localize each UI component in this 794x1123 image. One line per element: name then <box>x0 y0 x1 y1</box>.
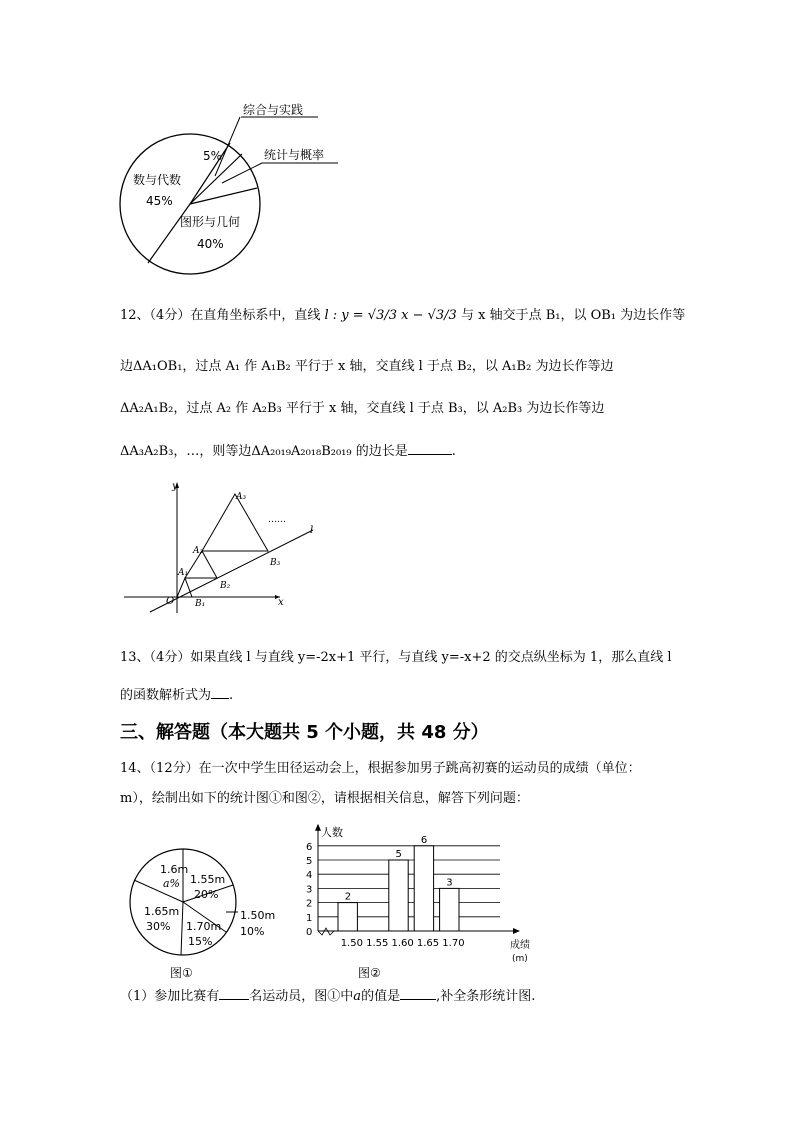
label-shuyu: 数与代数 <box>133 173 182 187</box>
pie-chart-curriculum <box>110 95 360 275</box>
pie2-caption: 图① <box>170 966 193 980</box>
q12-end: . <box>451 444 456 459</box>
q12-line4-text: ΔA₃A₂B₃，…，则等边ΔA₂₀₁₉A₂₀₁₈B₂₀₁₉ 的边长是 <box>120 444 408 459</box>
q14-sub1 <box>120 987 535 1007</box>
q13-line2 <box>120 686 233 706</box>
q14-sub1-text-a: （1）参加比赛有 <box>120 989 220 1004</box>
q14-line2: m），绘制出如下的统计图①和图②，请根据相关信息，解答下列问题： <box>120 791 529 806</box>
label-B1: B₁ <box>195 599 206 609</box>
x-axis-arrow <box>513 928 520 934</box>
label-zonghe: 综合与实践 <box>243 103 304 117</box>
y-tick-label: 3 <box>306 884 313 896</box>
y-tick-label: 0 <box>306 927 313 938</box>
q12-line3: ΔA₂A₁B₂，过点 A₂ 作 A₂B₃ 平行于 x 轴，交直线 l 于点 B₃，以 A₂B₃ 为边长作等边 <box>120 401 605 416</box>
q14-sub1-var: a <box>353 989 362 1004</box>
label-dots: …… <box>268 515 286 525</box>
y-tick-label: 2 <box>306 898 313 910</box>
pie2-label-170: 1.70m <box>186 920 222 933</box>
x-axis-unit: (m) <box>512 954 528 964</box>
pie2-pct-150: 10% <box>240 925 265 938</box>
pie-divider <box>190 188 257 204</box>
y-tick-label: 1 <box>306 912 313 924</box>
x-tick-label: 1.55 <box>366 938 389 949</box>
answer-blank[interactable] <box>211 686 229 699</box>
bar-1.65 <box>414 846 433 931</box>
label-A3: A₃ <box>236 492 247 502</box>
x-tick-label: 1.50 <box>340 938 363 949</box>
answer-blank[interactable] <box>219 987 249 1000</box>
x-axis-title: 成绩 <box>510 940 530 951</box>
label-pct40: 40% <box>197 237 224 251</box>
q12-equation: l : y = √3/3 x − √3/3 <box>324 308 457 323</box>
q12-text-a: 在直角坐标系中，直线 <box>190 308 321 323</box>
q12-line1 <box>120 306 685 326</box>
q12-line4 <box>120 442 456 462</box>
label-O: O <box>166 596 175 607</box>
x-tick-label: 1.65 <box>416 938 440 949</box>
bar-value-label: 6 <box>420 834 428 846</box>
y-axis-title: 人数 <box>321 825 343 839</box>
bar-1.50 <box>338 903 357 931</box>
bar-chart-caption: 图② <box>358 966 381 980</box>
x-tick-label: 1.60 <box>391 938 414 949</box>
pie2-pct-170: 15% <box>188 935 213 948</box>
pie2-pct-155: 20% <box>194 888 219 901</box>
y-tick-label: 5 <box>306 856 313 867</box>
line-l <box>150 530 313 612</box>
pie2-label-a: a% <box>163 877 181 890</box>
q12-prefix: 12、（4分） <box>120 308 191 323</box>
q14-sub1-text-c: 的值是 <box>361 989 401 1004</box>
label-pct45: 45% <box>146 194 173 208</box>
label-tongji: 统计与概率 <box>264 148 325 162</box>
y-tick-label: 6 <box>306 841 313 853</box>
label-l: l <box>310 525 314 536</box>
pie2-label-165: 1.65m <box>144 905 180 918</box>
q14-sub1-text-b: 名运动员，图①中 <box>249 989 354 1004</box>
bar-value-label: 2 <box>344 891 352 903</box>
pie2-label-160: 1.6m <box>160 863 189 876</box>
q14-line1: 14、（12分）在一次中学生田径运动会上，根据参加男子跳高初赛的运动员的成绩（单位： <box>120 761 641 776</box>
bar-value-label: 3 <box>446 877 453 889</box>
pie2-label-155: 1.55m <box>190 873 226 886</box>
section-heading: 三、解答题（本大题共 5 个小题，共 48 分） <box>120 722 489 743</box>
q14-sub1-text-d: ,补全条形统计图. <box>436 989 536 1004</box>
bar-value-label: 5 <box>395 849 402 860</box>
label-A1: A₁ <box>178 568 189 578</box>
q12-line2: 边ΔA₁OB₁，过点 A₁ 作 A₁B₂ 平行于 x 轴，交直线 l 于点 B₂，以 A₁B₂ 为边长作等边 <box>120 359 614 374</box>
label-x: x <box>278 597 284 608</box>
pie2-label-150: 1.50m <box>240 909 276 922</box>
label-tuxing: 图形与几何 <box>180 215 241 229</box>
q12-figure <box>120 478 330 618</box>
q13-line1: 13、（4分）如果直线 l 与直线 y=-2x+1 平行，与直线 y=-x+2 的交点纵坐标为 1，那么直线 l <box>120 650 672 665</box>
q13-end: . <box>229 688 234 703</box>
pie2-pct-165: 30% <box>146 920 171 933</box>
y-tick-label: 4 <box>306 870 313 882</box>
pie-chart-scores <box>120 840 280 985</box>
bar-1.70 <box>440 888 459 931</box>
answer-blank[interactable] <box>408 442 452 455</box>
answer-blank[interactable] <box>400 987 436 1000</box>
triangle-3 <box>202 494 268 551</box>
label-B3: B₃ <box>270 558 281 568</box>
pie-divider <box>148 204 190 263</box>
label-B2: B₂ <box>220 581 231 591</box>
x-tick-label: 1.70 <box>442 938 465 949</box>
bar-1.60 <box>389 860 408 931</box>
pie2-divider <box>181 902 183 955</box>
q12-text-b: 与 x 轴交于点 B₁，以 OB₁ 为边长作等 <box>460 308 686 323</box>
q13-text: 的函数解析式为 <box>120 688 212 703</box>
label-pct5: 5% <box>203 149 223 163</box>
label-A2: A₂ <box>193 546 204 556</box>
label-y: y <box>172 481 178 492</box>
bar-chart-scores <box>290 812 540 984</box>
